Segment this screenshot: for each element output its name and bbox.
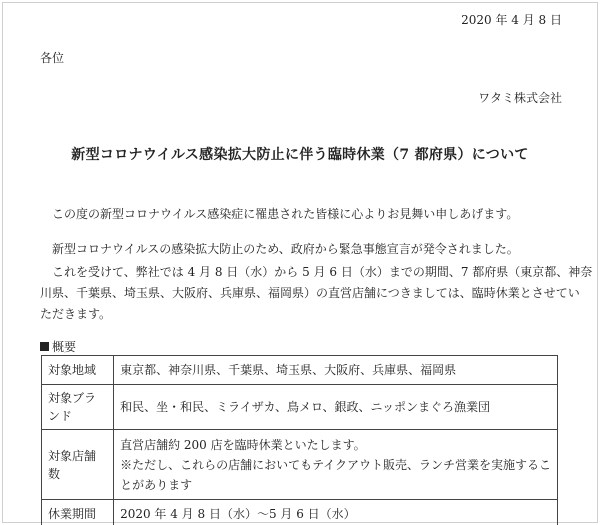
section-heading	[40, 338, 76, 356]
row-value-line: ※ただし、これらの店舗においてもテイクアウト販売、ランチ営業を実施するこ	[120, 457, 551, 472]
black-square-icon	[40, 342, 49, 351]
closure-paragraph	[40, 262, 593, 325]
row-value	[114, 430, 558, 500]
table-row	[42, 356, 558, 385]
section-heading-label: 概要	[52, 340, 77, 354]
row-value-line: 直営店舗約 200 店を臨時休業といたします。	[120, 437, 366, 452]
summary-table	[41, 355, 558, 525]
row-value-line: 東京都、神奈川県、千葉県、埼玉県、大阪府、兵庫県、福岡県	[120, 363, 457, 377]
addressee: 各位	[40, 51, 65, 65]
table-row	[42, 500, 558, 525]
document-date: 2020 年 4 月 8 日	[461, 13, 562, 27]
table-row	[42, 430, 558, 500]
declaration-paragraph: 新型コロナウイルスの感染拡大防止のため、政府から緊急事態宣言が発令されました。	[52, 242, 519, 256]
row-value	[114, 500, 558, 525]
row-value-line: 2020 年 4 月 8 日（水）～5 月 6 日（水）	[120, 507, 356, 521]
company-name: ワタミ株式会社	[478, 91, 562, 105]
closure-line: これを受けて、弊社では 4 月 8 日（水）から 5 月 6 日（水）までの期間、7 都府県（東京都、神奈	[52, 265, 593, 279]
row-label: 対象店舗数	[42, 430, 114, 500]
row-value	[114, 385, 558, 430]
row-value-line: とがあります	[120, 477, 193, 492]
closure-line: 川県、千葉県、埼玉県、大阪府、兵庫県、福岡県）の直営店舗につきましては、臨時休業とさせてい	[40, 286, 580, 300]
row-label: 休業期間	[42, 500, 114, 525]
row-value	[114, 356, 558, 385]
document-title: 新型コロナウイルス感染拡大防止に伴う臨時休業（7 都府県）について	[71, 147, 529, 163]
row-label: 対象ブランド	[42, 385, 114, 430]
table-row	[42, 385, 558, 430]
greeting-paragraph: この度の新型コロナウイルス感染症に罹患された皆様に心よりお見舞い申しあげます。	[52, 207, 519, 221]
row-label: 対象地域	[42, 356, 114, 385]
closure-line: ただきます。	[40, 307, 112, 321]
row-value-line: 和民、坐・和民、ミライザカ、鳥メロ、銀政、ニッポンまぐろ漁業団	[120, 400, 491, 414]
